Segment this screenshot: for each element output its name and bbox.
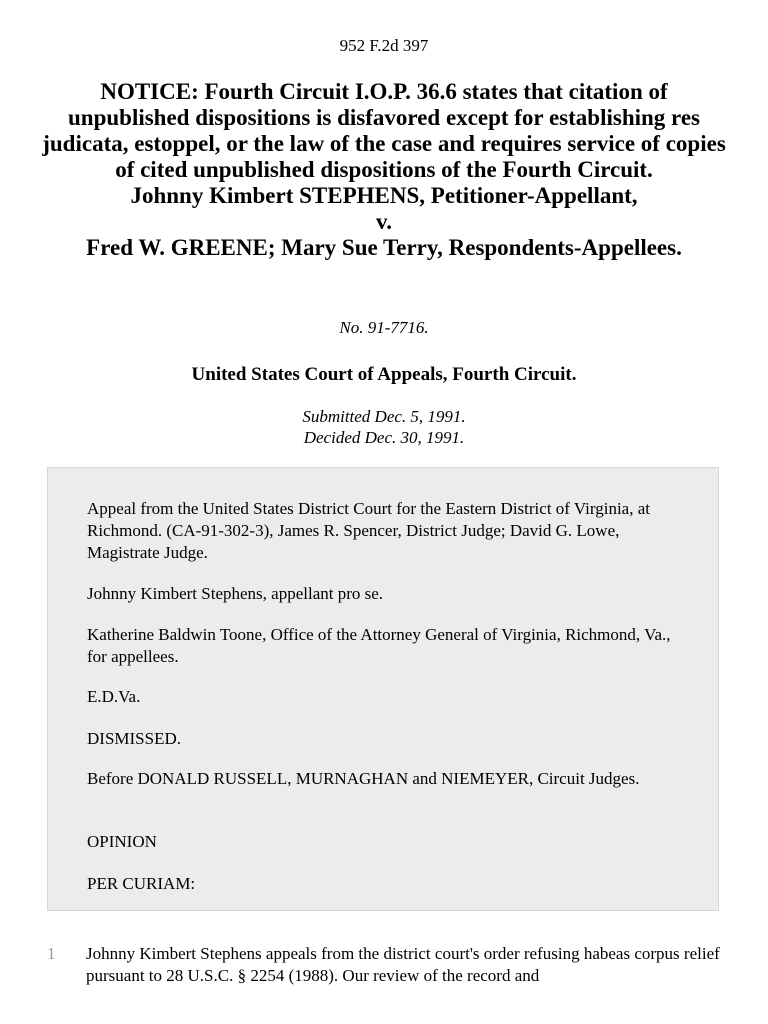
case-info-panel xyxy=(47,467,719,911)
respondents-name: Fred W. GREENE; Mary Sue Terry, Respondents-Appellees. xyxy=(86,235,682,260)
submitted-date: Submitted Dec. 5, 1991. xyxy=(302,407,466,426)
appeal-info: Appeal from the United States District Court for the Eastern District of Virginia, at Richmond. (CA-91-302-3), James R. Spencer, District Judge; David G. Lowe, Magistrate Judge. xyxy=(87,499,651,562)
appellee-counsel: Katherine Baldwin Toone, Office of the Attorney General of Virginia, Richmond, Va., for appellees. xyxy=(87,625,671,666)
court-name: United States Court of Appeals, Fourth Circuit. xyxy=(191,364,577,385)
versus-label: v. xyxy=(376,209,392,234)
notice-text: NOTICE: Fourth Circuit I.O.P. 36.6 states that citation of unpublished dispositions is disfavored except for establishing res judicata, estoppel, or the law of the case and requires service of copies of cited unpublished dispositions of the Fourth Circuit. xyxy=(42,79,726,182)
docket-number: No. 91-7716. xyxy=(339,318,429,337)
opinion-label: OPINION xyxy=(87,832,157,851)
judges-panel: Before DONALD RUSSELL, MURNAGHAN and NIEMEYER, Circuit Judges. xyxy=(87,769,640,788)
per-curiam-label: PER CURIAM: xyxy=(87,874,196,893)
district-label: E.D.Va. xyxy=(87,687,141,706)
disposition: DISMISSED. xyxy=(87,729,181,748)
case-dates xyxy=(0,406,768,448)
paragraph-text: Johnny Kimbert Stephens appeals from the district court's order refusing habeas corpus relief pursuant to 28 U.S.C. § 2254 (1988). Our review of the record and xyxy=(86,944,720,985)
decided-date: Decided Dec. 30, 1991. xyxy=(303,428,465,447)
petitioner-name: Johnny Kimbert STEPHENS, Petitioner-Appellant, xyxy=(130,183,638,208)
case-title xyxy=(40,79,728,261)
paragraph-number: 1 xyxy=(47,944,56,963)
appellant-counsel: Johnny Kimbert Stephens, appellant pro se. xyxy=(87,584,384,603)
citation: 952 F.2d 397 xyxy=(339,36,429,55)
